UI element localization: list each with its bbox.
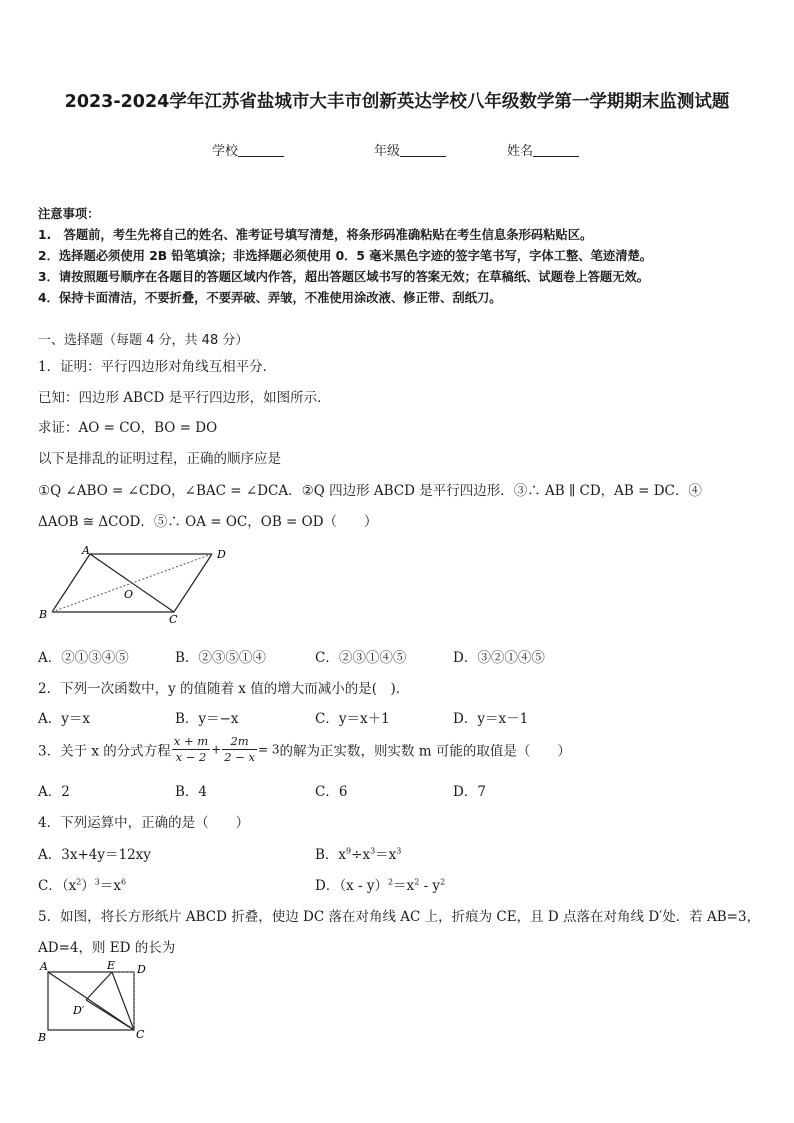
page-title: 2023-2024学年江苏省盐城市大丰市创新英达学校八年级数学第一学期期末监测试题 [64, 92, 730, 112]
q4-option-a[interactable]: A．3x+4y＝12xy [38, 847, 151, 863]
q4-d-pre: D．（x - y） [315, 878, 388, 894]
q4-c-mid-2: ＝x [99, 878, 122, 894]
q5-label-b: B [38, 1031, 47, 1044]
q3-frac2-numerator: 2m [222, 734, 257, 750]
q1-known: 已知：四边形 ABCD 是平行四边形，如图所示． [38, 390, 331, 406]
notice-item-1: 1. 答题前，考生先将自己的姓名、准考证号填写清楚，将条形码准确粘贴在考生信息条形码粘贴区。 [38, 228, 593, 242]
q1-steps-line-1: ①Q ∠ABO = ∠CDO，∠BAC = ∠DCA．②Q 四边形 ABCD 是平行四边形．③∴ AB ∥ CD，AB = DC．④ [38, 483, 702, 499]
q4-d-mid: ＝x [393, 878, 415, 894]
q5-rectangle-figure [34, 956, 164, 1048]
name-field[interactable] [507, 140, 579, 159]
q4-option-c[interactable] [38, 874, 126, 894]
q3-stem-pre: 3．关于 x 的分式方程 [38, 743, 171, 760]
q2-option-b[interactable]: B．y＝−x [175, 711, 239, 727]
q3-option-d[interactable]: D．7 [453, 784, 486, 800]
q4-c-mid: ） [81, 878, 95, 894]
q4-b-sup-1: 9 [346, 846, 352, 856]
q4-stem: 4．下列运算中，正确的是（ ） [38, 815, 250, 831]
school-field[interactable] [212, 140, 284, 159]
q1-label-o: O [124, 588, 134, 601]
notice-item-4: 4．保持卡面清洁，不要折叠，不要弄破、弄皱，不准使用涂改液、修正带、刮纸刀。 [38, 291, 502, 305]
q5-label-e: E [107, 959, 116, 972]
q1-option-a[interactable]: A．②①③④⑤ [38, 650, 129, 666]
section-heading: 一、选择题（每题 4 分，共 48 分） [38, 333, 249, 348]
q3-fraction-1 [172, 734, 210, 765]
q1-steps-line-2: ΔAOB ≅ ΔCOD．⑤∴ OA = OC，OB = OD（ ） [38, 514, 378, 530]
q4-d-mid-2: - y [419, 878, 441, 894]
q3-option-c[interactable]: C．6 [315, 784, 348, 800]
q4-option-d[interactable] [315, 874, 445, 894]
q1-side-dc [174, 554, 212, 612]
q1-prove: 求证：AO = CO，BO = DO [38, 420, 218, 436]
q4-b-pre: B．x [315, 847, 347, 863]
q5-crease-ce [112, 972, 134, 1030]
q5-label-c: C [136, 1028, 145, 1041]
q1-label-b: B [39, 608, 48, 621]
q4-b-sup-3: 3 [396, 846, 402, 856]
q1-intro: 以下是排乱的证明过程，正确的顺序应是 [38, 451, 281, 467]
name-blank[interactable] [533, 143, 579, 157]
q1-stem: 1．证明：平行四边形对角线互相平分． [38, 359, 277, 375]
q2-option-d[interactable]: D．y＝x－1 [453, 711, 529, 727]
q2-option-a[interactable]: A．y＝x [38, 711, 90, 727]
q4-c-sup-1: 2 [76, 877, 82, 887]
q3-plus: + [211, 742, 222, 757]
q3-stem [38, 734, 571, 765]
q1-parallelogram-figure [36, 546, 236, 626]
q1-diagonal-bd [52, 554, 212, 612]
q3-option-a[interactable]: A．2 [38, 784, 70, 800]
q4-b-sup-2: 3 [370, 846, 376, 856]
notice-item-3: 3．请按照题号顺序在各题目的答题区域内作答，超出答题区域书写的答案无效；在草稿纸、试题卷上答题无效。 [38, 270, 650, 284]
name-label: 姓名 [507, 144, 534, 159]
grade-label: 年级 [374, 144, 401, 159]
grade-blank[interactable] [400, 143, 446, 157]
q4-d-sup-2: 2 [414, 877, 420, 887]
q1-option-c[interactable]: C．②③①④⑤ [315, 650, 407, 666]
q5-folded-dc [86, 1000, 134, 1030]
q1-side-ab [52, 554, 90, 612]
q4-b-mid: ÷x [351, 847, 371, 863]
q3-frac1-numerator: x + m [173, 734, 209, 748]
q1-option-d[interactable]: D．③②①④⑤ [453, 650, 545, 666]
notice-heading: 注意事项： [38, 207, 100, 221]
q4-d-sup-3: 2 [440, 877, 446, 887]
q5-folded-ed [86, 972, 112, 1000]
q3-equals: = 3 [257, 742, 280, 757]
q1-label-c: C [169, 613, 178, 626]
q1-option-b[interactable]: B．②③⑤①④ [175, 650, 266, 666]
q3-stem-post: 的解为正实数，则实数 m 可能的取值是（ ） [279, 743, 571, 760]
q2-option-c[interactable]: C．y＝x＋1 [315, 711, 390, 727]
q4-c-sup-2: 3 [94, 877, 100, 887]
q4-option-b[interactable] [315, 843, 401, 863]
grade-field[interactable] [374, 140, 446, 159]
q5-label-d: D [137, 963, 146, 976]
q5-label-d-prime: D′ [73, 1004, 85, 1017]
notice-item-2: 2．选择题必须使用 2B 铅笔填涂；非选择题必须使用 0．5 毫米黑色字迹的签字笔书写，字体工整、笔迹清楚。 [38, 249, 653, 263]
school-label: 学校 [212, 144, 239, 159]
q5-label-a: A [40, 960, 48, 973]
q3-frac2-denominator: 2 − x [224, 750, 255, 764]
q4-c-pre: C．（x [38, 878, 77, 894]
school-blank[interactable] [238, 143, 284, 157]
q1-label-d: D [217, 548, 226, 561]
q4-b-mid-2: ＝x [375, 847, 397, 863]
q1-label-a: A [82, 546, 90, 557]
q3-fraction-2 [222, 734, 257, 765]
q5-stem-line-1: 5．如图，将长方形纸片 ABCD 折叠，使边 DC 落在对角线 AC 上，折痕为 CE，且 D 点落在对角线 D′处．若 AB=3， [38, 909, 761, 925]
q4-c-sup-3: 6 [121, 877, 127, 887]
q3-frac1-denominator: x − 2 [175, 750, 207, 764]
q3-option-b[interactable]: B．4 [175, 784, 208, 800]
q4-d-sup-1: 2 [387, 877, 394, 887]
q2-stem: 2．下列一次函数中，y 的值随着 x 值的增大而减小的是( )． [38, 681, 410, 697]
q5-stem-line-2: AD=4，则 ED 的长为 [38, 940, 176, 956]
